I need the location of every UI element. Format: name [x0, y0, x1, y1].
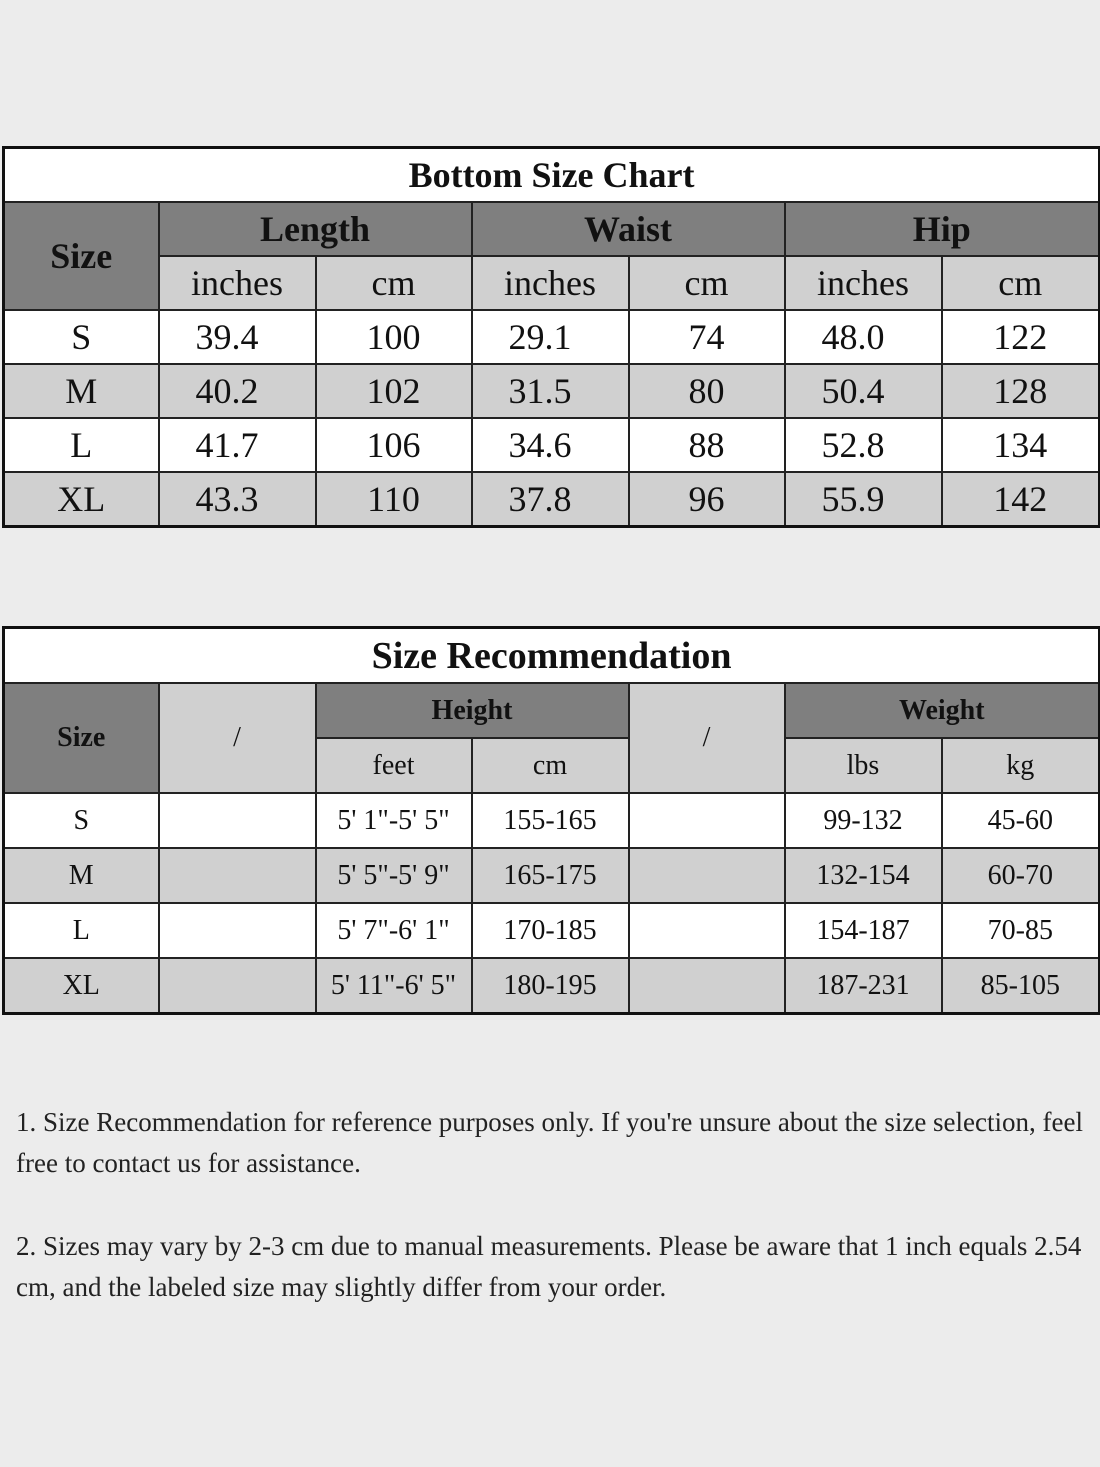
- size-header: Size: [4, 202, 159, 310]
- lbs-cell: 154-187: [785, 903, 942, 958]
- value-cell: 74: [629, 310, 785, 364]
- feet-cell: 5' 1"-5' 5": [316, 793, 472, 848]
- unit-header: cm: [942, 256, 1100, 310]
- empty-cell: [629, 958, 785, 1014]
- kg-cell: 85-105: [942, 958, 1100, 1014]
- waist-header: Waist: [472, 202, 785, 256]
- value-cell: 96: [629, 472, 785, 527]
- note-paragraph: 1. Size Recommendation for reference purposes only. If you're unsure about the size selection, feel free to contact us for assistance.: [16, 1107, 1083, 1178]
- empty-cell: [159, 958, 316, 1014]
- bottom-chart-title-row: [4, 148, 1100, 203]
- table-row: [4, 848, 1100, 903]
- value-cell: 40.2: [159, 364, 316, 418]
- empty-cell: [159, 903, 316, 958]
- weight-header: Weight: [785, 683, 1100, 738]
- unit-header: cm: [316, 256, 472, 310]
- value-cell: 52.8: [785, 418, 942, 472]
- size-cell: S: [4, 793, 159, 848]
- height-header: Height: [316, 683, 629, 738]
- size-cell: M: [4, 848, 159, 903]
- value-cell: 29.1: [472, 310, 629, 364]
- bottom-size-chart-table: [2, 146, 1100, 528]
- value-cell: 110: [316, 472, 472, 527]
- table-row: [4, 903, 1100, 958]
- recommendation-title: Size Recommendation: [4, 628, 1100, 684]
- value-cell: 100: [316, 310, 472, 364]
- table-row: [4, 793, 1100, 848]
- feet-cell: 5' 7"-6' 1": [316, 903, 472, 958]
- cm-unit-header: cm: [472, 738, 629, 793]
- lbs-cell: 99-132: [785, 793, 942, 848]
- value-cell: 55.9: [785, 472, 942, 527]
- empty-cell: [629, 793, 785, 848]
- table-row: [4, 310, 1100, 364]
- size-cell: S: [4, 310, 159, 364]
- feet-cell: 5' 5"-5' 9": [316, 848, 472, 903]
- kg-cell: 70-85: [942, 903, 1100, 958]
- table-row: [4, 472, 1100, 527]
- length-header: Length: [159, 202, 472, 256]
- empty-cell: [629, 848, 785, 903]
- size-header: Size: [4, 683, 159, 793]
- feet-cell: 5' 11"-6' 5": [316, 958, 472, 1014]
- notes-section: [16, 1102, 1086, 1350]
- kg-unit-header: kg: [942, 738, 1100, 793]
- bottom-chart-unit-row: [4, 256, 1100, 310]
- value-cell: 102: [316, 364, 472, 418]
- empty-cell: [159, 848, 316, 903]
- value-cell: 106: [316, 418, 472, 472]
- unit-header: inches: [785, 256, 942, 310]
- value-cell: 48.0: [785, 310, 942, 364]
- hip-header: Hip: [785, 202, 1100, 256]
- value-cell: 142: [942, 472, 1100, 527]
- value-cell: 31.5: [472, 364, 629, 418]
- value-cell: 134: [942, 418, 1100, 472]
- empty-cell: [629, 903, 785, 958]
- slash-divider: /: [629, 683, 785, 793]
- value-cell: 88: [629, 418, 785, 472]
- unit-header: cm: [629, 256, 785, 310]
- feet-unit-header: feet: [316, 738, 472, 793]
- slash-divider: /: [159, 683, 316, 793]
- value-cell: 122: [942, 310, 1100, 364]
- table-row: [4, 958, 1100, 1014]
- bottom-chart-group-header-row: [4, 202, 1100, 256]
- kg-cell: 60-70: [942, 848, 1100, 903]
- unit-header: inches: [159, 256, 316, 310]
- kg-cell: 45-60: [942, 793, 1100, 848]
- value-cell: 80: [629, 364, 785, 418]
- value-cell: 43.3: [159, 472, 316, 527]
- value-cell: 34.6: [472, 418, 629, 472]
- recommendation-title-row: [4, 628, 1100, 684]
- table-row: [4, 418, 1100, 472]
- lbs-unit-header: lbs: [785, 738, 942, 793]
- table-row: [4, 364, 1100, 418]
- cm-cell: 170-185: [472, 903, 629, 958]
- unit-header: inches: [472, 256, 629, 310]
- note-paragraph: 2. Sizes may vary by 2-3 cm due to manual measurements. Please be aware that 1 inch equals 2.54 cm, and the labeled size may slightly differ from your order.: [16, 1231, 1082, 1302]
- empty-cell: [159, 793, 316, 848]
- cm-cell: 165-175: [472, 848, 629, 903]
- recommendation-group-header-row: [4, 683, 1100, 738]
- value-cell: 39.4: [159, 310, 316, 364]
- size-cell: M: [4, 364, 159, 418]
- bottom-chart-title: Bottom Size Chart: [4, 148, 1100, 203]
- lbs-cell: 132-154: [785, 848, 942, 903]
- size-cell: XL: [4, 472, 159, 527]
- value-cell: 41.7: [159, 418, 316, 472]
- value-cell: 128: [942, 364, 1100, 418]
- cm-cell: 155-165: [472, 793, 629, 848]
- size-recommendation-table: [2, 626, 1100, 1015]
- value-cell: 50.4: [785, 364, 942, 418]
- size-cell: L: [4, 418, 159, 472]
- cm-cell: 180-195: [472, 958, 629, 1014]
- size-cell: L: [4, 903, 159, 958]
- size-cell: XL: [4, 958, 159, 1014]
- lbs-cell: 187-231: [785, 958, 942, 1014]
- value-cell: 37.8: [472, 472, 629, 527]
